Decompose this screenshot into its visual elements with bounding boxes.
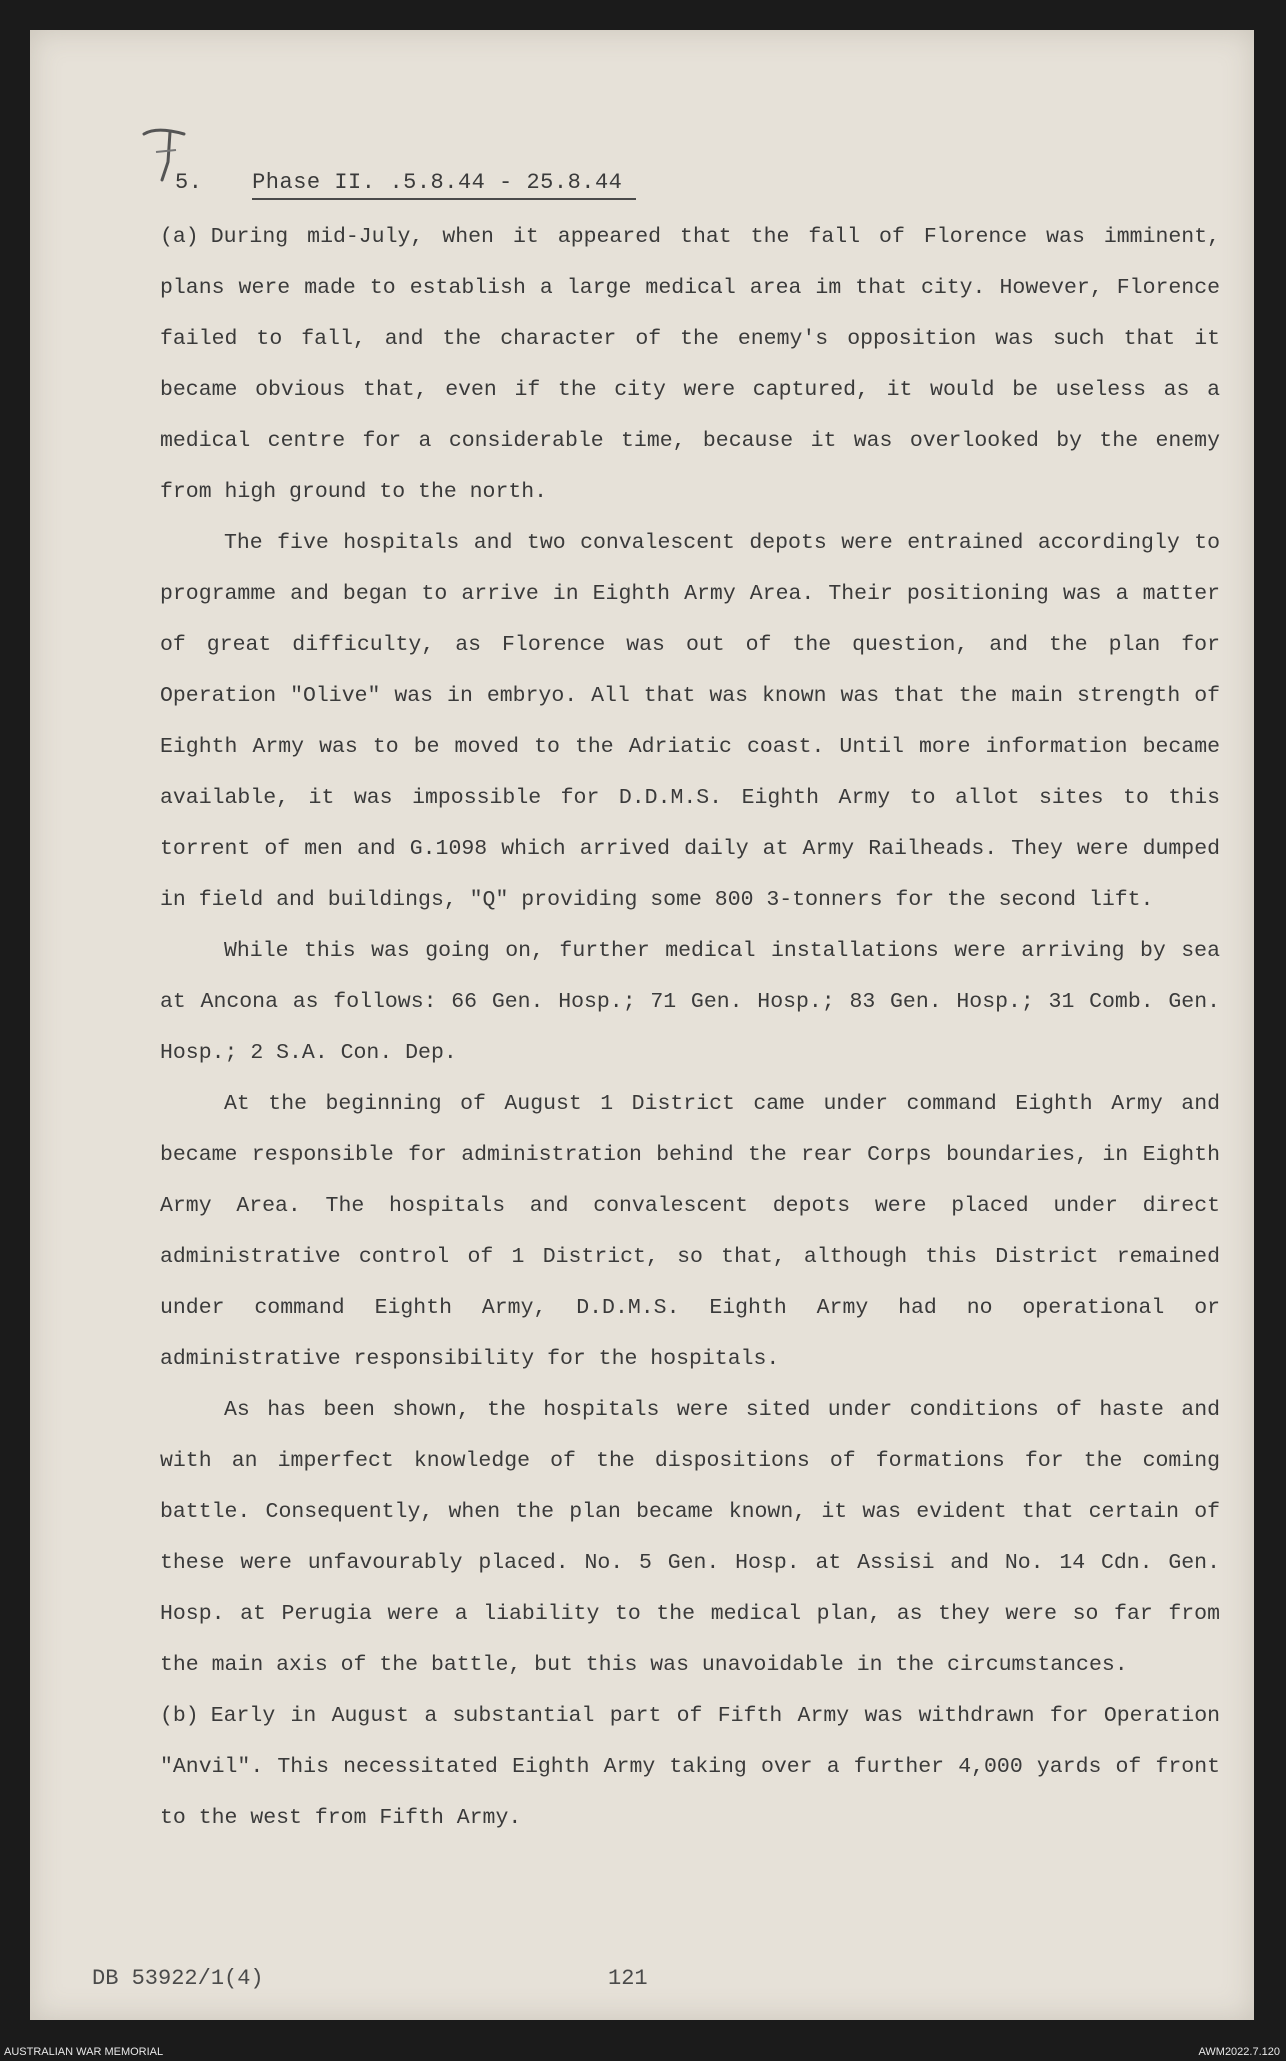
section-number: 5. — [175, 170, 203, 195]
archive-caption: AUSTRALIAN WAR MEMORIAL — [4, 2046, 164, 2058]
paragraph-text: Early in August a substantial part of Fifth Army was withdrawn for Operation "Anvil". This necessitated Eighth Army taking over a further 4,000 yards of front to the west from Fifth Army. — [160, 1704, 1220, 1830]
section-title-underlined — [252, 170, 636, 200]
paragraph: While this was going on, further medical installations were arriving by sea at Ancona as follows: 66 Gen. Hosp.; 71 Gen. Hosp.; 83 Gen. Hosp.; 31 Comb. Gen. Hosp.; 2 S.A. Con. Dep. — [160, 939, 1220, 1065]
section-title: Phase II. — [252, 170, 376, 195]
paragraph: As has been shown, the hospitals were sited under conditions of haste and with an imperfect knowledge of the dispositions of formations for the coming battle. Consequently, when the plan became known, it was evident that certain of these were unfavourably placed. No. 5 Gen. Hosp. at Assisi and No. 14 Cdn. Gen. Hosp. at Perugia were a liability to the medical plan, as they were so far from the main axis of the battle, but this was unavoidable in the circumstances. — [160, 1398, 1220, 1677]
paragraph-a — [160, 212, 1220, 518]
paragraph-text: During mid-July, when it appeared that the fall of Florence was imminent, plans were made to establish a large medical area im that city. However, Florence failed to fall, and the character of the enemy's opposition was such that it became obvious that, even if the city were captured, it would be useless as a medical centre for a considerable time, because it was overlooked by the enemy from high ground to the north. — [160, 225, 1220, 504]
document-page — [30, 30, 1254, 2020]
paragraph-label: (b) — [160, 1704, 199, 1728]
page-number: 121 — [608, 1966, 648, 1991]
archive-id: AWM2022.7.120 — [1198, 2046, 1280, 2058]
section-heading — [175, 170, 636, 200]
section-dates: .5.8.44 - 25.8.44 — [389, 170, 623, 195]
paragraph-b — [160, 1691, 1220, 1844]
paragraph: At the beginning of August 1 District came under command Eighth Army and became responsible for administration behind the rear Corps boundaries, in Eighth Army Area. The hospitals and convalescent depots were placed under direct administrative control of 1 District, so that, although this District remained under command Eighth Army, D.D.M.S. Eighth Army had no operational or administrative responsibility for the hospitals. — [160, 1092, 1220, 1371]
paragraph-label: (a) — [160, 225, 199, 249]
body-text — [160, 212, 1220, 1844]
document-reference: DB 53922/1(4) — [92, 1966, 264, 1991]
paragraph: The five hospitals and two convalescent depots were entrained accordingly to programme and began to arrive in Eighth Army Area. Their positioning was a matter of great difficulty, as Florence was out of the question, and the plan for Operation "Olive" was in embryo. All that was known was that the main strength of Eighth Army was to be moved to the Adriatic coast. Until more information became available, it was impossible for D.D.M.S. Eighth Army to allot sites to this torrent of men and G.1098 which arrived daily at Army Railheads. They were dumped in field and buildings, "Q" providing some 800 3-tonners for the second lift. — [160, 531, 1220, 912]
